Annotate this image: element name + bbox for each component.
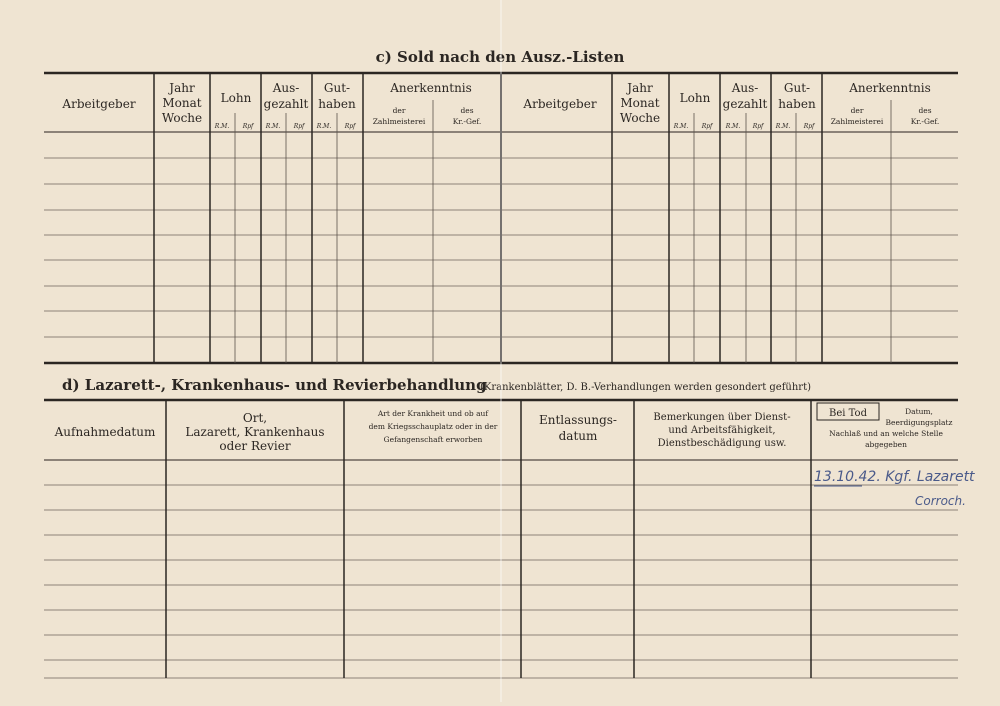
section-d-subtitle: (Krankenblätter, D. B.-Verhandlungen werden gesondert geführt) — [480, 382, 811, 393]
col-ausgezahlt-2: gezahlt — [263, 97, 309, 111]
unit-rm: R.M. — [775, 123, 791, 130]
col-guthaben-2: haben — [778, 97, 816, 111]
col-monat: Monat — [620, 96, 660, 110]
section-d-header — [54, 407, 953, 453]
col-des: des — [460, 106, 474, 115]
col-bemerkungen-2: und Arbeitsfähigkeit, — [668, 425, 776, 436]
col-arbeitgeber: Arbeitgeber — [523, 97, 597, 111]
col-art-3: Gefangenschaft erworben — [383, 435, 483, 444]
col-der: der — [392, 106, 406, 115]
col-ort-1: Ort, — [242, 411, 268, 425]
section-c-header-right — [522, 81, 939, 130]
col-lohn: Lohn — [220, 91, 252, 105]
col-jahr: Jahr — [627, 81, 653, 95]
col-ausgezahlt-1: Aus- — [272, 81, 300, 95]
unit-rpf: Rpf — [803, 123, 815, 130]
col-arbeitgeber: Arbeitgeber — [62, 97, 136, 111]
unit-rpf: Rpf — [701, 123, 713, 130]
col-ort-3: oder Revier — [219, 439, 291, 453]
col-woche: Woche — [619, 111, 661, 125]
col-bemerkungen-1: Bemerkungen über Dienst- — [653, 412, 791, 423]
col-datum-3: Nachlaß und an welche Stelle — [829, 429, 943, 438]
unit-rm: R.M. — [316, 123, 332, 130]
paper-fold — [500, 0, 502, 702]
unit-rpf: Rpf — [293, 123, 305, 130]
col-anerkenntnis: Anerkenntnis — [849, 81, 931, 95]
col-aufnahmedatum: Aufnahmedatum — [54, 425, 156, 439]
col-jahr: Jahr — [169, 81, 195, 95]
col-guthaben-1: Gut- — [783, 81, 811, 95]
section-c-header-left — [61, 81, 481, 130]
col-art-1: Art der Krankheit und ob auf — [377, 409, 489, 418]
col-ort-2: Lazarett, Krankenhaus — [185, 425, 325, 439]
col-guthaben-1: Gut- — [323, 81, 351, 95]
col-datum-2: Beerdigungsplatz — [885, 418, 953, 427]
col-art-2: dem Kriegsschauplatz oder in der — [368, 422, 498, 431]
unit-rm: R.M. — [265, 123, 281, 130]
col-krgef: Kr.-Gef. — [452, 117, 482, 126]
handwritten-line-1: 13.10.42. Kgf. Lazarett — [814, 469, 975, 485]
col-lohn: Lohn — [679, 91, 711, 105]
unit-rm: R.M. — [214, 123, 230, 130]
unit-rm: R.M. — [673, 123, 689, 130]
col-krgef: Kr.-Gef. — [910, 117, 940, 126]
handwritten-line-2: Corroch. — [915, 494, 966, 508]
col-zahlmeisterei: Zahlmeisterei — [372, 117, 426, 126]
col-zahlmeisterei: Zahlmeisterei — [830, 117, 884, 126]
unit-rm: R.M. — [725, 123, 741, 130]
col-der: der — [850, 106, 864, 115]
col-anerkenntnis: Anerkenntnis — [390, 81, 472, 95]
col-des: des — [918, 106, 932, 115]
col-bei-tod: Bei Tod — [829, 408, 867, 419]
col-entlassung-2: datum — [558, 429, 598, 443]
section-d-title: d) Lazarett-, Krankenhaus- und Revierbehandlung — [62, 376, 487, 394]
col-bemerkungen-3: Dienstbeschädigung usw. — [657, 438, 787, 449]
col-guthaben-2: haben — [318, 97, 356, 111]
col-woche: Woche — [161, 111, 203, 125]
unit-rpf: Rpf — [242, 123, 254, 130]
unit-rpf: Rpf — [752, 123, 764, 130]
section-c-title: c) Sold nach den Ausz.-Listen — [375, 48, 625, 66]
col-ausgezahlt-2: gezahlt — [722, 97, 768, 111]
col-monat: Monat — [162, 96, 202, 110]
handwritten-entry — [814, 469, 975, 508]
col-ausgezahlt-1: Aus- — [731, 81, 759, 95]
unit-rpf: Rpf — [344, 123, 356, 130]
col-datum-1: Datum, — [905, 407, 933, 416]
col-datum-4: abgegeben — [865, 440, 907, 449]
col-entlassung-1: Entlassungs- — [539, 413, 617, 427]
